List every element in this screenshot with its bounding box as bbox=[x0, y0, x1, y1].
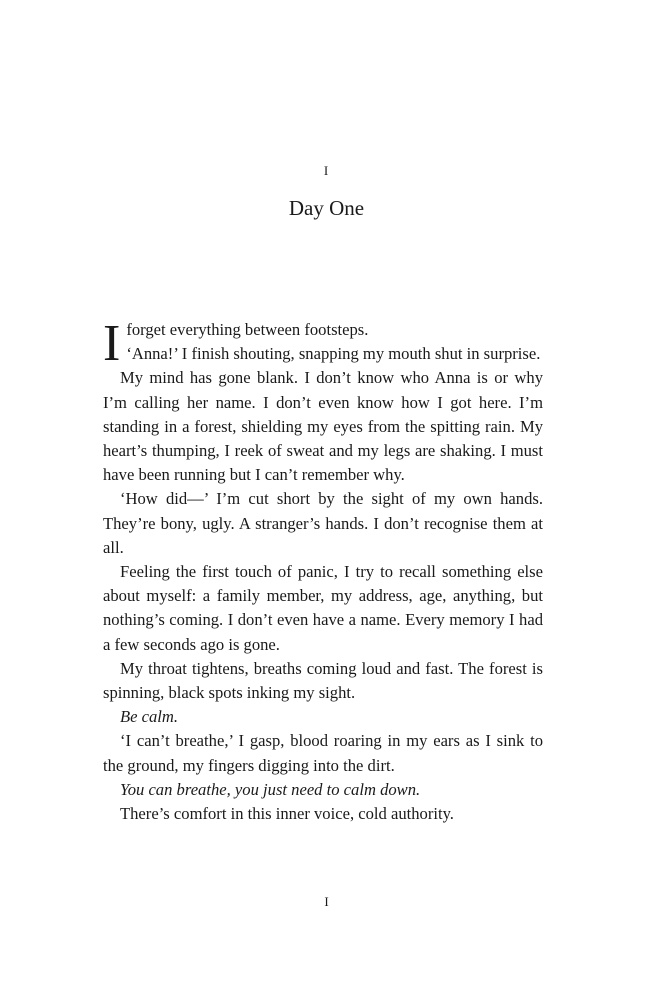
paragraph-7-italic: Be calm. bbox=[120, 707, 179, 727]
body-text bbox=[103, 315, 543, 826]
paragraph-3: My mind has gone blank. I don’t know who Anna is or why I’m calling her name. I don’t even know how I got here. I’m standing in a forest, shielding my eyes from the spitting rain. My heart’s thumping, I reek of sweat and my legs are shaking. I must have been running but I can’t remember why. bbox=[103, 368, 543, 485]
chapter-number: I bbox=[323, 163, 330, 178]
paragraph-10: There’s comfort in this inner voice, cold authority. bbox=[120, 804, 454, 824]
paragraph-5: Feeling the first touch of panic, I try to recall something else about myself: a family member, my address, age, anything, but nothing’s coming. I don’t even have a name. Every memory I had a few seconds ago is gone. bbox=[103, 562, 543, 654]
page-number: I bbox=[324, 894, 329, 909]
paragraph-6: My throat tightens, breaths coming loud and fast. The forest is spinning, black spots inking my sight. bbox=[103, 658, 543, 703]
paragraph-8: ‘I can’t breathe,’ I gasp, blood roaring in my ears as I sink to the ground, my fingers digging into the dirt. bbox=[103, 731, 543, 775]
paragraph-4: ‘How did—’ I’m cut short by the sight of my own hands. They’re bony, ugly. A stranger’s hands. I don’t recognise them at all. bbox=[103, 489, 543, 557]
paragraph-9-italic: You can breathe, you just need to calm down. bbox=[120, 779, 421, 799]
paragraph-2: ‘Anna!’ I finish shouting, snapping my mouth shut in surprise. bbox=[126, 344, 541, 364]
drop-cap: I bbox=[103, 315, 121, 372]
chapter-title: Day One bbox=[288, 196, 365, 220]
paragraph-text: forget everything between footsteps. bbox=[126, 320, 369, 339]
